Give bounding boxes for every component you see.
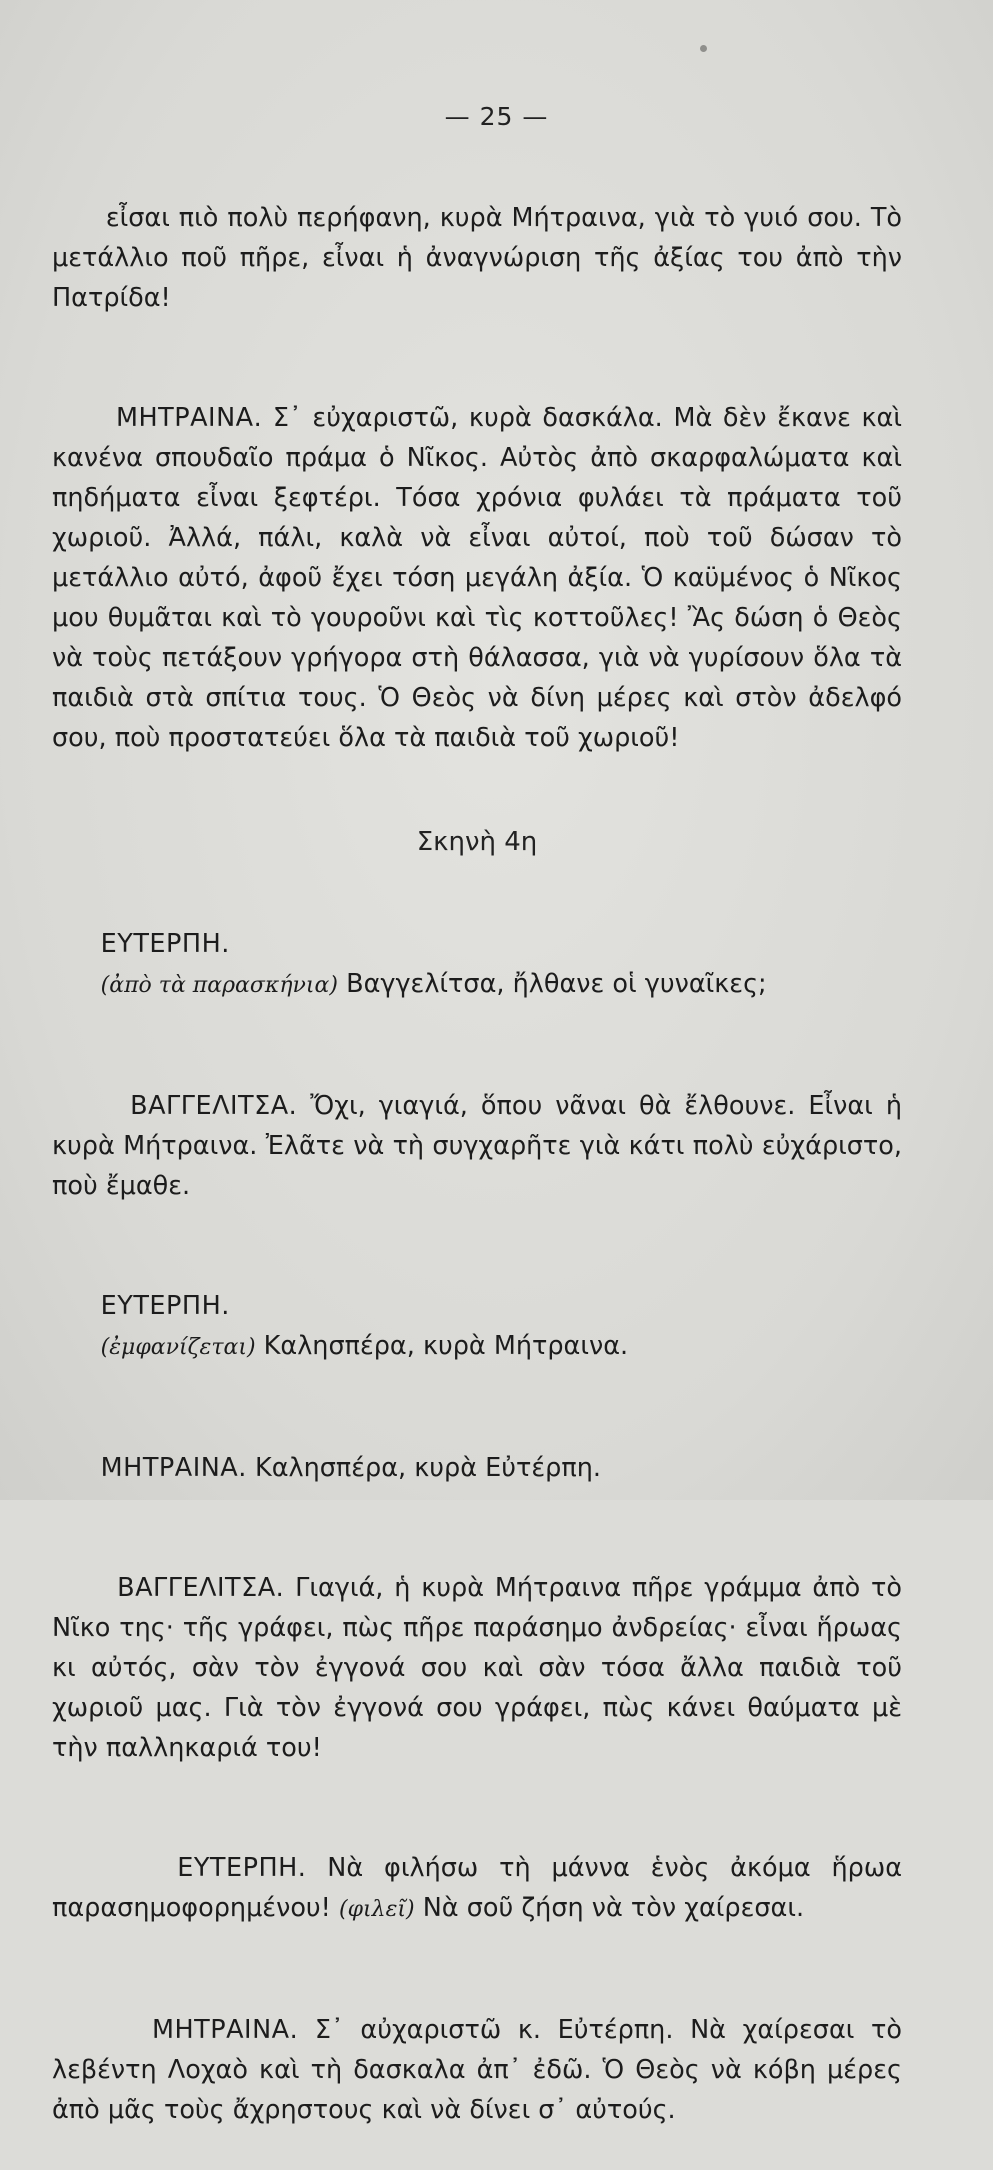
speaker-name: ΒΑΓΓΕΛΙΤΣΑ.	[130, 1091, 298, 1121]
dialogue-text: Ὄχι, γιαγιά, ὅπου νᾶναι θὰ ἔλθουνε. Εἶναι ἡ κυρὰ Μήτραινα. Ἐλᾶτε νὰ τὴ συγχαρῆτε γιὰ κάτι πολὺ εὐχάριστο, ποὺ ἔμαθε.	[52, 1091, 911, 1201]
scene-heading: Σκηνὴ 4η	[416, 827, 538, 857]
dialogue-line-euterpi	[52, 1246, 902, 1408]
stage-direction: (φιλεῖ)	[339, 1897, 415, 1922]
page-number: — 25 —	[444, 102, 549, 131]
dialogue-text: Γιαγιά, ἡ κυρὰ Μήτραινα πῆρε γράμμα ἀπὸ τὸ Νῖκο της· τῆς γράφει, πὼς πῆρε παράσημο ἀνδρείας· εἶναι ἥρωας κι αὐτός, σὰν τὸν ἐγγονά σου καὶ σὰν τόσα ἄλλα παιδιὰ τοῦ χωριοῦ μας. Γιὰ τὸν ἐγγονά σου γράφει, πὼς κάνει θαύματα μὲ τὴν παλληκαριά του!	[52, 1573, 911, 1763]
dialogue-line-vangelitsa	[52, 1046, 911, 1246]
dialogue-text: Καλησπέρα, κυρὰ Μήτραινα.	[255, 1331, 629, 1361]
dialogue-text: Βαγγελίτσα, ἤλθανε οἱ γυναῖκες;	[337, 969, 767, 999]
dialogue-text: Νὰ φιλήσω τὴ μάννα ἑνὸς ἀκόμα ἥρωα παρασημοφορημένου!	[52, 1853, 911, 1923]
speaker-name: ΒΑΓΓΕΛΙΤΣΑ.	[117, 1573, 285, 1603]
speaker-name: ΕΥΤΕΡΠΗ.	[177, 1853, 307, 1883]
speaker-name: ΜΗΤΡΑΙΝΑ.	[151, 2015, 299, 2045]
stage-direction: (ἐμφανίζεται)	[100, 1335, 256, 1360]
dialogue-text: Καλησπέρα, κυρὰ Εὐτέρπη.	[246, 1453, 601, 1483]
paragraph-text: εἶσαι πιὸ πολὺ περήφανη, κυρὰ Μήτραινα, γιὰ τὸ γυιό σου. Τὸ μετάλλιο ποῦ πῆρε, εἶναι ἡ ἀναγνώριση τῆς ἀξίας του ἀπὸ τὴν Πατρίδα!	[52, 203, 911, 313]
dialogue-line-euterpi	[52, 1808, 911, 1970]
dialogue-line-mitraina	[52, 1970, 911, 2170]
speaker-name: ΜΗΤΡΑΙΝΑ.	[115, 403, 263, 433]
dialogue-text: Νὰ σοῦ ζήση νὰ τὸν χαίρεσαι.	[414, 1893, 805, 1923]
dialogue-line-vangelitsa	[52, 1528, 911, 1808]
speaker-name: ΕΥΤΕΡΠΗ.	[100, 929, 230, 959]
dialogue-line-euterpi	[52, 884, 902, 1046]
speaker-name: ΜΗΤΡΑΙΝΑ.	[100, 1453, 247, 1483]
ink-speck	[700, 45, 707, 52]
dialogue-line-mitraina	[52, 1408, 902, 1528]
stage-direction: (ἀπὸ τὰ παρασκήνια)	[100, 973, 338, 998]
page-body	[52, 158, 911, 2170]
paragraph-continuation	[52, 158, 911, 358]
dialogue-text: Σ᾽ αὐχαριστῶ κ. Εὐτέρπη. Νὰ χαίρεσαι τὸ λεβέντη Λοχαὸ καὶ τὴ δασκαλα ἀπ᾽ ἐδῶ. Ὁ Θεὸς νὰ κόβη μέρες ἀπὸ μᾶς τοὺς ἄχρηστους καὶ νὰ δίνει σ᾽ αὐτούς.	[52, 2015, 911, 2125]
dialogue-line-mitraina	[52, 358, 911, 798]
dialogue-text: Σ᾽ εὐχαριστῶ, κυρὰ δασκάλα. Μὰ δὲν ἔκανε καὶ κανένα σπουδαῖο πράμα ὁ Νῖκος. Αὐτὸς ἀπὸ σκαρφαλώματα καὶ πηδήματα εἶναι ξεφτέρι. Τόσα χρόνια φυλάει τὰ πράματα τοῦ χωριοῦ. Ἀλλά, πάλι, καλὰ νὰ εἶναι αὐτοί, ποὺ τοῦ δώσαν τὸ μετάλλιο αὐτό, ἀφοῦ ἔχει τόση μεγάλη ἀξία. Ὁ καϋμένος ὁ Νῖκος μου θυμᾶται καὶ τὸ γουροῦνι καὶ τὶς κοττοῦλες! Ἂς δώση ὁ Θεὸς νὰ τοὺς πετάξουν γρήγορα στὴ θάλασσα, γιὰ νὰ γυρίσουν ὅλα τὰ παιδιὰ στὰ σπίτια τους. Ὁ Θεὸς νὰ δίνη μέρες καὶ στὸν ἀδελφό σου, ποὺ προστατεύει ὅλα τὰ παιδιὰ τοῦ χωριοῦ!	[52, 403, 911, 753]
speaker-name: ΕΥΤΕΡΠΗ.	[100, 1291, 230, 1321]
